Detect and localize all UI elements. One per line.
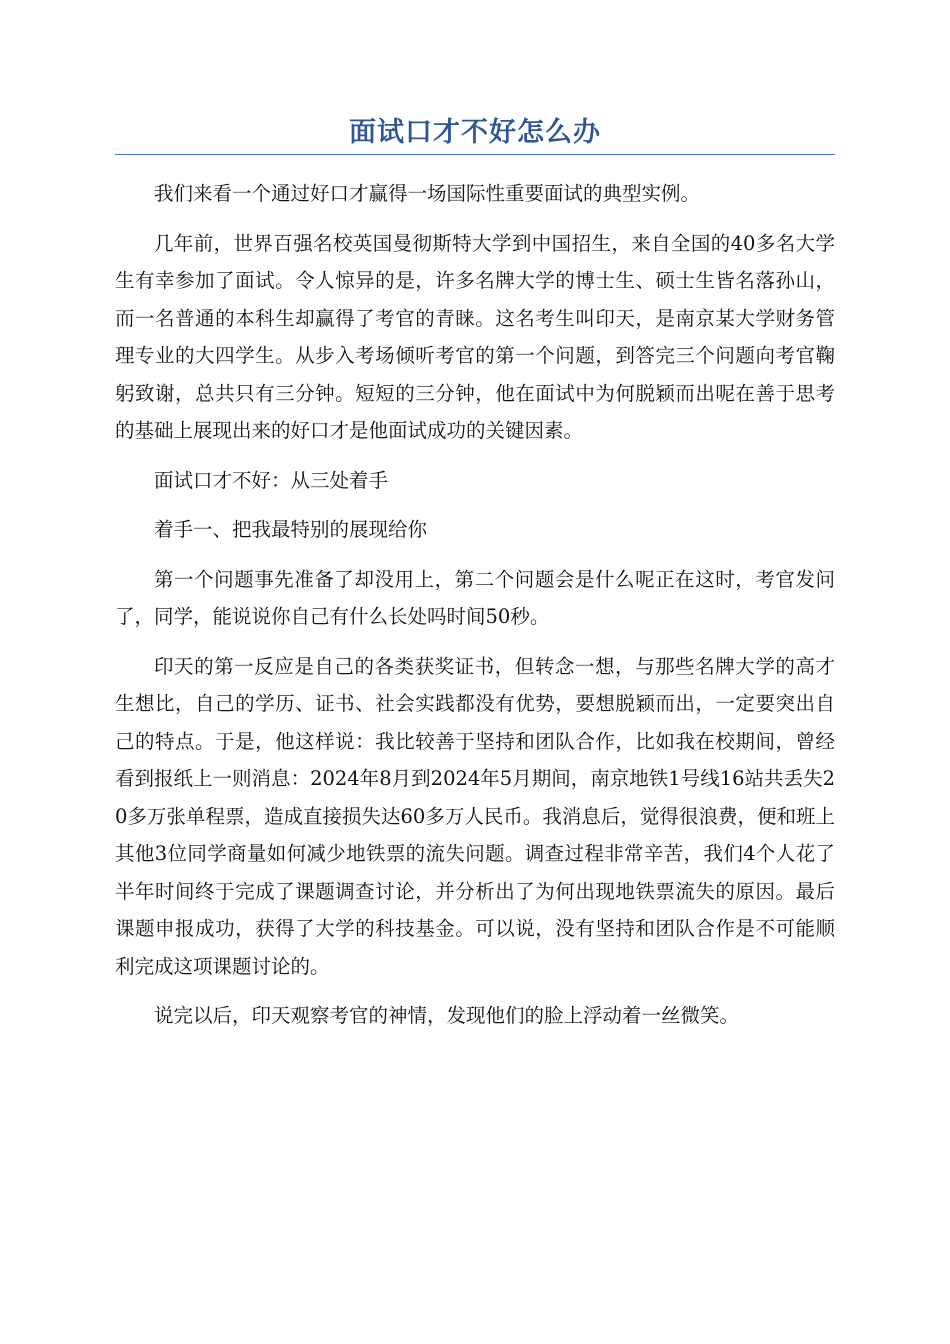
document-page [115,112,835,1047]
paragraph-story: 几年前，世界百强名校英国曼彻斯特大学到中国招生，来自全国的40多名大学生有幸参加了面试。令人惊异的是，许多名牌大学的博士生、硕士生皆名落孙山，而一名普通的本科生却赢得了考官的青睐。这名考生叫印天，是南京某大学财务管理专业的大四学生。从步入考场倾听考官的第一个问题，到答完三个问题向考官鞠躬致谢，总共只有三分钟。短短的三分钟，他在面试中为何脱颖而出呢在善于思考的基础上展现出来的好口才是他面试成功的关键因素。 [115,231,835,442]
title-underline [115,154,835,155]
document-body [115,175,835,1035]
section-heading: 面试口才不好：从三处着手 [154,468,389,492]
paragraph-intro: 我们来看一个通过好口才赢得一场国际性重要面试的典型实例。 [154,182,701,205]
paragraph-question: 第一个问题事先准备了却没用上，第二个问题会是什么呢正在这时，考官发问了，同学，能说说你自己有什么长处吗时间50秒。 [115,567,835,628]
document-title: 面试口才不好怎么办 [349,117,601,148]
subsection-heading: 着手一、把我最特别的展现给你 [154,518,428,541]
paragraph-answer: 印天的第一反应是自己的各类获奖证书，但转念一想，与那些名牌大学的高才生想比，自己的学历、证书、社会实践都没有优势，要想脱颖而出，一定要突出自己的特点。于是，他这样说：我比较善于坚持和团队合作，比如我在校期间，曾经看到报纸上一则消息：2024年8月到2024年5月期间，南京地铁1号线16站共丢失20多万张单程票，造成直接损失达60多万人民币。我消息后，觉得很浪费，便和班上其他3位同学商量如何减少地铁票的流失问题。调查过程非常辛苦，我们4个人花了半年时间终于完成了课题调查讨论，并分析出了为何出现地铁票流失的原因。最后课题申报成功，获得了大学的科技基金。可以说，没有坚持和团队合作是不可能顺利完成这项课题讨论的。 [115,654,835,978]
paragraph-reaction: 说完以后，印天观察考官的神情，发现他们的脸上浮动着一丝微笑。 [154,1004,740,1027]
